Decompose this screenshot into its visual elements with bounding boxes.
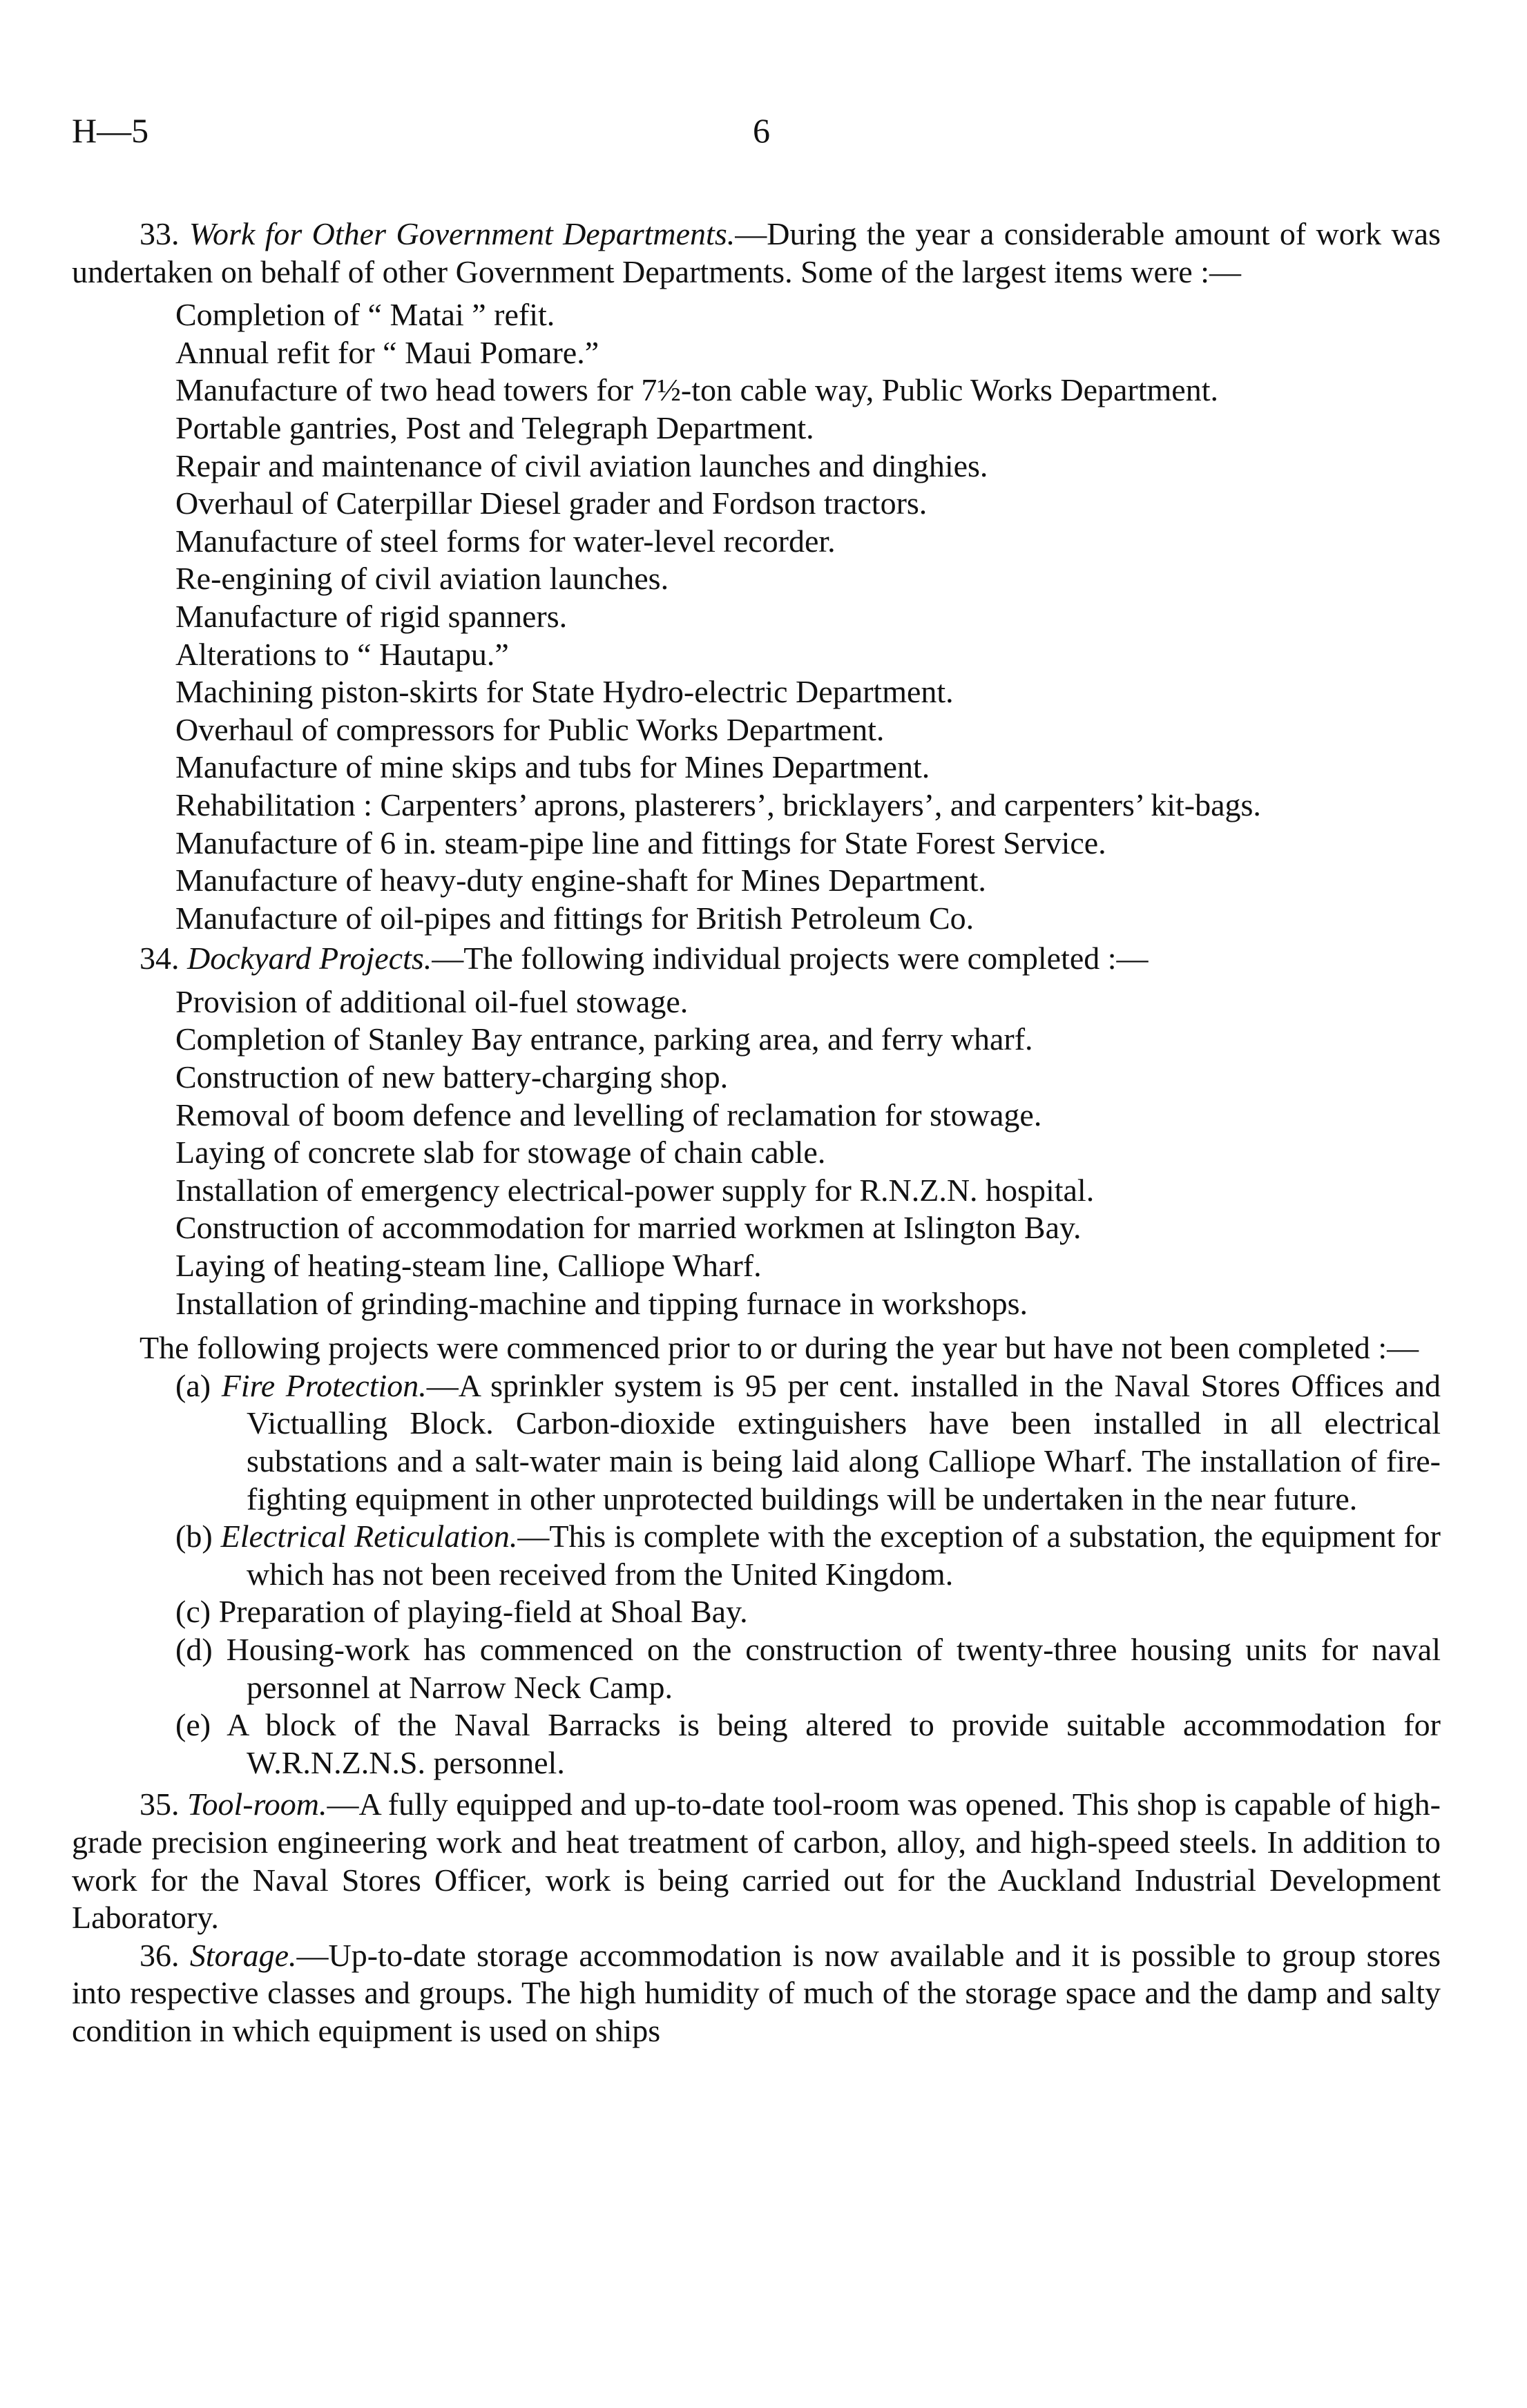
sub-item-title: Electrical Reticulation. <box>220 1519 518 1554</box>
list-item: Completion of “ Matai ” refit. <box>175 297 555 333</box>
list-item: Laying of concrete slab for stowage of chain cable. <box>175 1135 826 1171</box>
section-text: —During the year a considerable amount of work was undertaken on behalf of other Government Departments. Some of the largest items were :— <box>72 216 1441 289</box>
sub-item-label: (e) <box>175 1707 211 1743</box>
sub-item <box>175 1706 1441 1782</box>
list-item: Manufacture of heavy-duty engine-shaft for Mines Department. <box>175 863 986 898</box>
sub-item <box>175 1367 1441 1518</box>
sub-item-label: (c) <box>175 1594 211 1630</box>
section-34-paragraph <box>72 940 1441 978</box>
section-title: Work for Other Government Departments. <box>189 216 736 251</box>
sub-item <box>175 1631 1441 1706</box>
sub-item-label: (d) <box>175 1631 213 1667</box>
section-number: 33. <box>140 216 180 251</box>
list-item: Completion of Stanley Bay entrance, parking area, and ferry wharf. <box>175 1021 1033 1057</box>
list-item: Manufacture of rigid spanners. <box>175 598 568 634</box>
section-number: 35. <box>140 1786 180 1822</box>
list-item: Alterations to “ Hautapu.” <box>175 636 509 672</box>
list-item: Rehabilitation : Carpenters’ aprons, plasterers’, bricklayers’, and carpenters’ kit-bags. <box>175 787 1261 822</box>
section-number: 34. <box>140 941 180 976</box>
list-item: Annual refit for “ Maui Pomare.” <box>175 334 599 370</box>
list-item: Installation of emergency electrical-power supply for R.N.Z.N. hospital. <box>175 1172 1095 1208</box>
list-item: Provision of additional oil-fuel stowage. <box>175 983 689 1019</box>
list-item: Removal of boom defence and levelling of reclamation for stowage. <box>175 1097 1042 1133</box>
section-34-item-list <box>175 983 1441 1322</box>
sub-item-label: (b) <box>175 1519 213 1554</box>
list-item: Manufacture of oil-pipes and fittings for British Petroleum Co. <box>175 900 974 936</box>
section-text: —A fully equipped and up-to-date tool-room was opened. This shop is capable of high-grade precision engineering work and heat treatment of carbon, alloy, and high-speed steels. In addition to work for the Naval Stores Officer, work is being carried out for the Auckland Industrial Development Laboratory. <box>72 1786 1441 1936</box>
page-number: 6 <box>753 111 770 150</box>
sub-item-text: —A sprinkler system is 95 per cent. installed in the Naval Stores Offices and Victualling Block. Carbon-dioxide extinguishers have been installed in all electrical substations and a salt-water main is being laid along Calliope Wharf. The installation of fire-fighting equipment in other unprotected buildings will be undertaken in the near future. <box>247 1367 1441 1516</box>
list-item: Overhaul of compressors for Public Works Department. <box>175 711 885 747</box>
section-title: Tool-room. <box>187 1786 327 1822</box>
section-34-sub-list <box>175 1367 1441 1782</box>
section-36-paragraph <box>72 1937 1441 2050</box>
sub-item-text: Housing-work has commenced on the construction of twenty-three housing units for naval personnel at Narrow Neck Camp. <box>226 1631 1441 1705</box>
list-item: Re-engining of civil aviation launches. <box>175 561 669 597</box>
section-33-item-list <box>175 296 1441 937</box>
section-text: —The following individual projects were completed :— <box>432 941 1149 976</box>
list-item: Repair and maintenance of civil aviation launches and dinghies. <box>175 447 988 483</box>
sub-item-title: Fire Protection. <box>221 1367 427 1403</box>
sub-item-text: —This is complete with the exception of a substation, the equipment for which has not been received from the United Kingdom. <box>247 1519 1441 1592</box>
list-item: Machining piston-skirts for State Hydro-electric Department. <box>175 674 954 710</box>
section-number: 36. <box>140 1937 180 1973</box>
sub-item-text: Preparation of playing-field at Shoal Bay. <box>218 1594 748 1630</box>
section-title: Dockyard Projects. <box>187 941 432 976</box>
list-item: Manufacture of two head towers for 7½-ton cable way, Public Works Department. <box>175 372 1219 408</box>
report-code: H—5 <box>72 111 149 150</box>
list-item: Overhaul of Caterpillar Diesel grader and Fordson tractors. <box>175 485 928 521</box>
sub-item <box>175 1518 1441 1593</box>
section-title: Storage. <box>189 1937 297 1973</box>
section-35-paragraph <box>72 1786 1441 1936</box>
sub-item <box>175 1593 1441 1631</box>
document-body <box>72 215 1441 2050</box>
list-item: Installation of grinding-machine and tipping furnace in workshops. <box>175 1285 1028 1321</box>
section-33-paragraph <box>72 215 1441 291</box>
sub-item-text: A block of the Naval Barracks is being altered to provide suitable accommodation for W.R.N.Z.N.S. personnel. <box>227 1707 1441 1780</box>
list-item: Manufacture of 6 in. steam-pipe line and fittings for State Forest Service. <box>175 825 1106 860</box>
list-item: Portable gantries, Post and Telegraph Department. <box>175 410 814 445</box>
list-item: Manufacture of steel forms for water-level recorder. <box>175 523 836 559</box>
list-item: Construction of new battery-charging shop. <box>175 1059 729 1095</box>
list-item: Manufacture of mine skips and tubs for Mines Department. <box>175 749 930 785</box>
list-item: Construction of accommodation for married workmen at Islington Bay. <box>175 1210 1082 1246</box>
section-34-intro: The following projects were commenced prior to or during the year but have not been completed :— <box>140 1330 1419 1366</box>
sub-item-label: (a) <box>175 1367 211 1403</box>
section-text: —Up-to-date storage accommodation is now available and it is possible to group stores into respective classes and groups. The high humidity of much of the storage space and the damp and salty condition in which equipment is used on ships <box>72 1937 1441 2048</box>
list-item: Laying of heating-steam line, Calliope Wharf. <box>175 1248 762 1284</box>
